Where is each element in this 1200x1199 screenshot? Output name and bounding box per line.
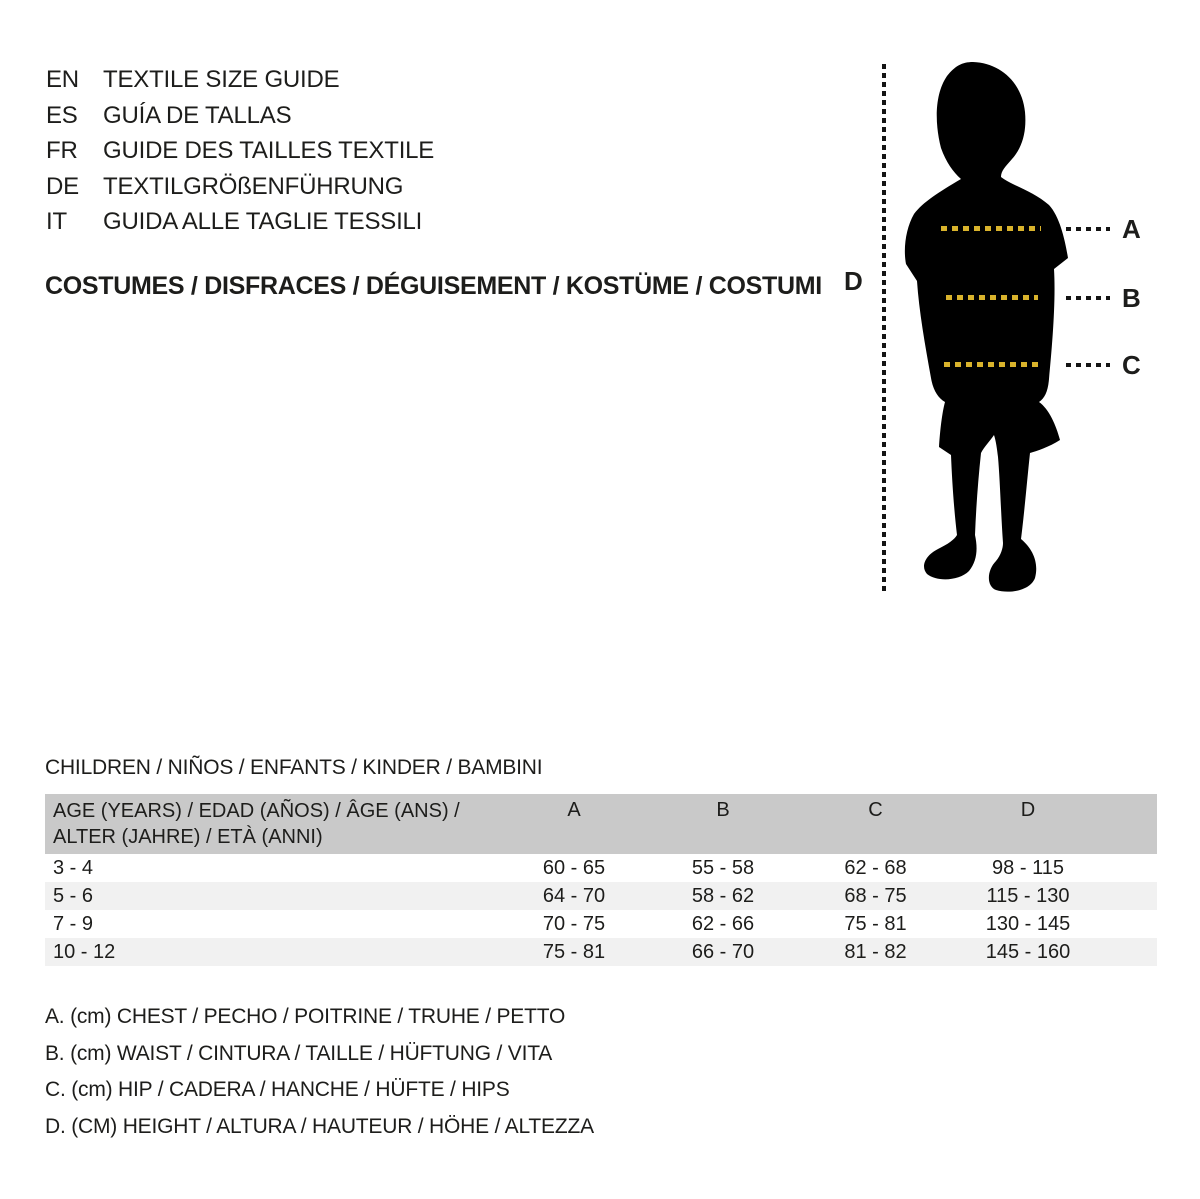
language-code: ES [46,101,78,129]
figure-label-chest: A [1122,214,1141,244]
language-label: GUIDA ALLE TAGLIE TESSILI [103,208,423,235]
height-measure-line [882,64,886,592]
legend-waist: B. (cm) WAIST / CINTURA / TAILLE / HÜFTUNG / VITA [45,1041,553,1065]
age-cell: 10 - 12 [53,940,116,963]
language-row-it [46,204,434,240]
table-header-row [45,794,1157,854]
column-header-a: A [567,799,581,821]
hip-cell: 81 - 82 [844,940,907,963]
waist-cell: 62 - 66 [691,912,755,935]
age-cell: 3 - 4 [53,856,94,879]
category-title: COSTUMES / DISFRACES / DÉGUISEMENT / KOSTÜME / COSTUMI [45,272,822,300]
height-cell: 98 - 115 [992,856,1064,879]
language-row-es [46,98,434,134]
table-row [45,854,1157,882]
table-row [45,882,1157,910]
waist-measure-line [946,295,1038,300]
hip-connector-line [1066,363,1110,367]
chest-cell: 70 - 75 [542,912,606,935]
hip-cell: 75 - 81 [844,912,907,935]
language-code: IT [46,208,67,235]
legend-chest: A. (cm) CHEST / PECHO / POITRINE / TRUHE / PETTO [45,1005,566,1028]
language-row-en [46,62,434,98]
column-header-b: B [716,799,730,821]
language-label: GUIDE DES TAILLES TEXTILE [103,137,435,164]
size-table [45,794,1157,966]
age-header-line2: ALTER (JAHRE) / ETÀ (ANNI) [53,826,323,848]
chest-connector-line [1066,227,1110,231]
chest-cell: 64 - 70 [542,884,606,907]
language-list [46,62,434,240]
waist-cell: 58 - 62 [691,884,755,907]
waist-cell: 66 - 70 [691,940,755,963]
language-label: GUÍA DE TALLAS [103,101,292,129]
column-header-d: D [1020,799,1036,821]
figure-label-hip: C [1122,350,1141,380]
height-cell: 115 - 130 [986,884,1070,907]
language-row-fr [46,133,434,169]
age-column-header [45,794,500,854]
waist-cell: 55 - 58 [691,856,755,879]
legend-height: D. (CM) HEIGHT / ALTURA / HAUTEUR / HÖHE / ALTEZZA [45,1114,594,1138]
measurement-figure [840,55,1170,615]
chest-cell: 75 - 81 [542,940,606,963]
figure-label-height: D [844,266,863,296]
chest-cell: 60 - 65 [542,856,606,879]
age-cell: 5 - 6 [53,884,94,907]
column-header-c: C [868,799,883,821]
child-silhouette [840,55,1170,615]
measurement-legend [45,999,594,1145]
legend-hip: C. (cm) HIP / CADERA / HANCHE / HÜFTE / HIPS [45,1078,510,1101]
height-cell: 145 - 160 [985,940,1071,963]
hip-measure-line [944,362,1040,367]
language-code: DE [46,172,79,200]
table-row [45,910,1157,938]
waist-connector-line [1066,296,1110,300]
age-header-line1: AGE (YEARS) / EDAD (AÑOS) / ÂGE (ANS) / [53,800,460,822]
language-label: TEXTILGRÖßENFÜHRUNG [103,172,404,200]
hip-cell: 68 - 75 [844,884,907,907]
language-row-de [46,169,434,205]
table-section-title: CHILDREN / NIÑOS / ENFANTS / KINDER / BAMBINI [45,756,543,779]
language-label: TEXTILE SIZE GUIDE [103,66,340,93]
age-cell: 7 - 9 [53,912,94,935]
chest-measure-line [941,226,1041,231]
table-row [45,938,1157,966]
language-code: EN [46,66,79,93]
figure-label-waist: B [1122,283,1141,313]
height-cell: 130 - 145 [985,912,1071,935]
language-code: FR [46,137,78,164]
hip-cell: 62 - 68 [844,856,907,879]
